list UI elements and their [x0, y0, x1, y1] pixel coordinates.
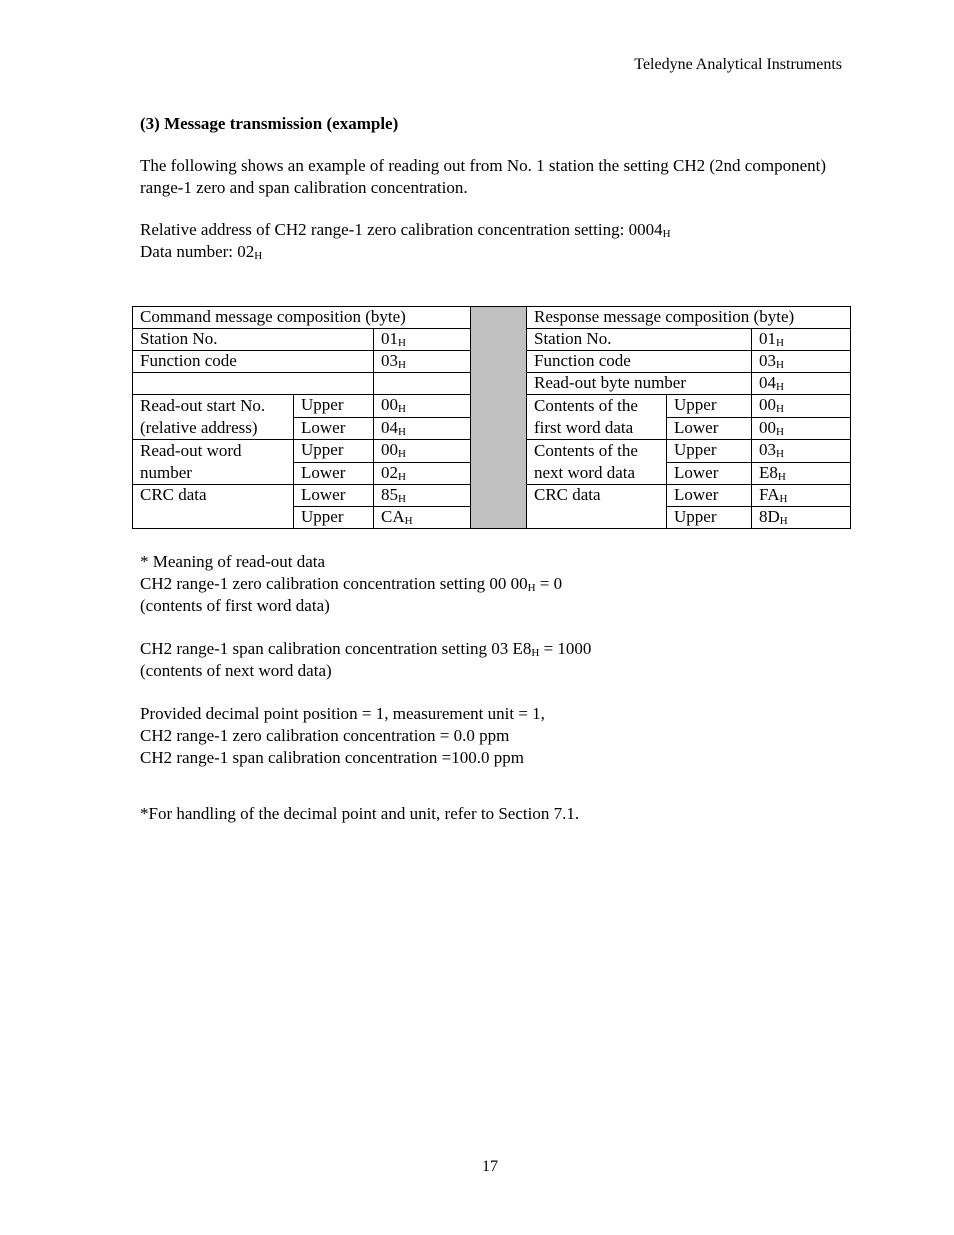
cmd-crc-upper: Upper: [294, 507, 374, 529]
resp-crc-lower-value: $FA_H$: [752, 485, 851, 507]
relative-address-line: Relative address of CH2 range-1 zero calibration concentration setting: $0004_H$: [140, 220, 671, 240]
header-company: Teledyne Analytical Instruments: [634, 56, 842, 73]
cmd-function-label: Function code: [133, 351, 374, 373]
provided-line: Provided decimal point position = 1, measurement unit = 1,: [140, 704, 545, 723]
cmd-start-lower: Lower: [294, 417, 374, 440]
zero-concentration-line: CH2 range-1 zero calibration concentration = 0.0 ppm: [140, 726, 510, 745]
message-composition-table: [132, 306, 851, 529]
resp-next-lower-value: $E8_H$: [752, 462, 851, 485]
resp-next-upper: Upper: [667, 440, 752, 463]
resp-crc-upper-value: $8D_H$: [752, 507, 851, 529]
resp-first-upper-value: $00_H$: [752, 395, 851, 418]
address-block: [140, 219, 840, 263]
handling-note: *For handling of the decimal point and unit, refer to Section 7.1.: [140, 804, 580, 823]
resp-next-label: Contents of the next word data: [527, 440, 667, 485]
cmd-word-lower-value: $02_H$: [374, 462, 471, 485]
table-row: [133, 307, 851, 329]
resp-crc-upper: Upper: [667, 507, 752, 529]
separator-column: [471, 307, 527, 529]
cmd-word-upper-value: $00_H$: [374, 440, 471, 463]
resp-first-label: Contents of the first word data: [527, 395, 667, 440]
zero-contents-line: (contents of first word data): [140, 596, 330, 615]
cmd-crc-upper-value: $CA_H$: [374, 507, 471, 529]
resp-crc-lower: Lower: [667, 485, 752, 507]
cmd-crc-label: CRC data: [133, 485, 294, 529]
cmd-function-value: $03_H$: [374, 351, 471, 373]
meaning-title: * Meaning of read-out data: [140, 552, 326, 571]
data-number-line: Data number: $02_H$: [140, 242, 263, 262]
resp-bytenum-value: $04_H$: [752, 373, 851, 395]
resp-first-upper: Upper: [667, 395, 752, 418]
cmd-station-value: $01_H$: [374, 329, 471, 351]
cmd-word-label: Read-out word number: [133, 440, 294, 485]
cmd-start-label: Read-out start No. (relative address): [133, 395, 294, 440]
intro-paragraph: The following shows an example of reading out from No. 1 station the setting CH2 (2nd component) range-1 zero and span calibration concentration.: [140, 156, 827, 197]
span-setting-line: CH2 range-1 span calibration concentration setting 03 $E8_H = 1000$: [140, 639, 592, 659]
resp-first-lower-value: $00_H$: [752, 417, 851, 440]
span-concentration-line: CH2 range-1 span calibration concentration =100.0 ppm: [140, 748, 524, 767]
resp-next-lower: Lower: [667, 462, 752, 485]
zero-setting-line: CH2 range-1 zero calibration concentration setting 00 $00_H = 0$: [140, 574, 563, 594]
cmd-empty-value: [374, 373, 471, 395]
resp-bytenum-label: Read-out byte number: [527, 373, 752, 395]
cmd-crc-lower: Lower: [294, 485, 374, 507]
resp-first-lower: Lower: [667, 417, 752, 440]
resp-crc-label: CRC data: [527, 485, 667, 529]
cmd-start-upper-value: $00_H$: [374, 395, 471, 418]
cmd-word-upper: Upper: [294, 440, 374, 463]
cmd-start-lower-value: $04_H$: [374, 417, 471, 440]
span-contents-line: (contents of next word data): [140, 661, 332, 680]
command-header: Command message composition (byte): [133, 307, 471, 329]
resp-station-value: $01_H$: [752, 329, 851, 351]
page-number: 17: [482, 1158, 498, 1175]
cmd-empty-cell: [133, 373, 374, 395]
resp-function-value: $03_H$: [752, 351, 851, 373]
notes-block: [140, 551, 840, 825]
cmd-word-lower: Lower: [294, 462, 374, 485]
cmd-crc-lower-value: $85_H$: [374, 485, 471, 507]
resp-function-label: Function code: [527, 351, 752, 373]
cmd-start-upper: Upper: [294, 395, 374, 418]
section-title: (3) Message transmission (example): [140, 114, 399, 133]
cmd-station-label: Station No.: [133, 329, 374, 351]
response-header: Response message composition (byte): [527, 307, 851, 329]
resp-station-label: Station No.: [527, 329, 752, 351]
resp-next-upper-value: $03_H$: [752, 440, 851, 463]
